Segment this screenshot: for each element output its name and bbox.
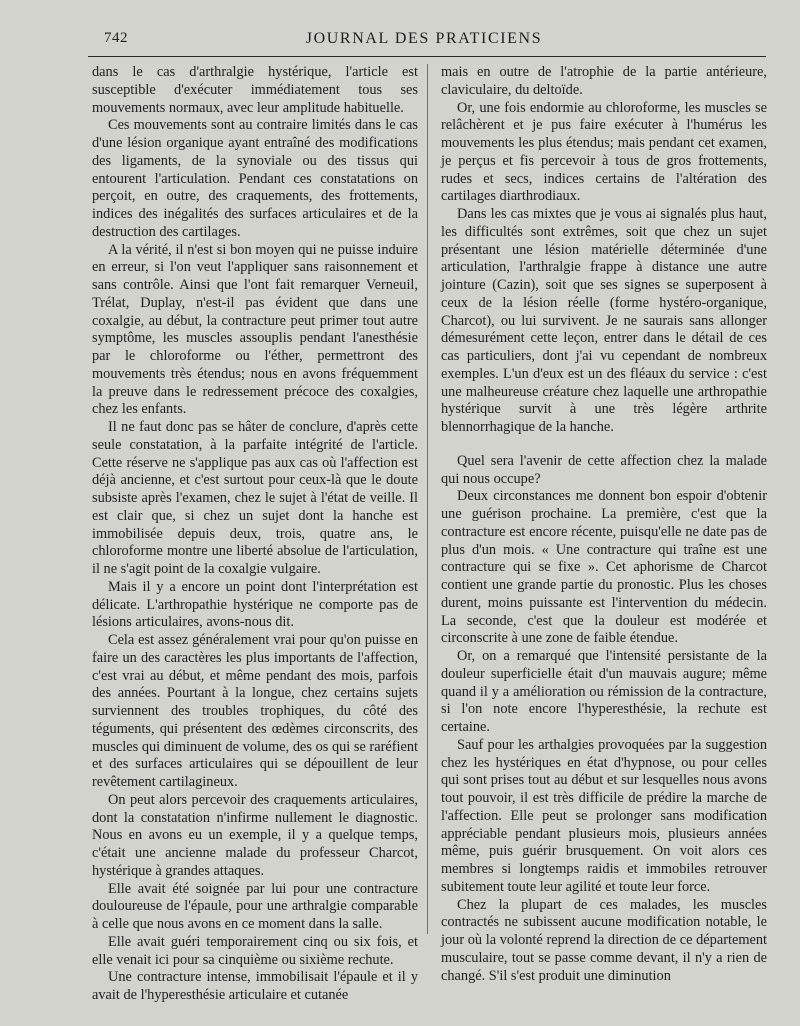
paragraph: Une contracture intense, immobilisait l'épaule et il y avait de l'hyperesthésie articulaire et cutanée	[92, 969, 418, 1003]
paragraph: Deux circonstances me donnent bon espoir d'obtenir une guérison prochaine. La première, c'est que la contracture est encore récente, puisqu'elle ne date pas de plus d'un mois. « Une contracture qui traîne est une contracture qui se fixe ». Cet aphorisme de Charcot contient une grande partie du pronostic. Plus les choses durent, moins puissante est l'intervention du médecin. La seconde, c'est que la douleur est modérée et circonscrite à une zone de faible étendue.	[441, 488, 767, 647]
page-header	[82, 30, 766, 52]
left-column	[92, 64, 418, 1005]
paragraph: Il ne faut donc pas se hâter de conclure, d'après cette seule constatation, à la parfaite intégrité de l'article. Cette réserve ne s'applique pas aux cas où l'affection est déjà ancienne, et c'est surtout pour ceux-là que le doute subsiste après l'examen, chez le sujet à l'état de veille. Il est clair que, si chez un sujet dont la hanche est immobilisée depuis deux, trois, quatre ans, le chloroforme montre une liberté absolue de l'articulation, il ne s'agit point de la coxalgie vulgaire.	[92, 419, 418, 577]
paragraph: Or, on a remarqué que l'intensité persistante de la douleur superficielle était d'un mauvais augure; même quand il y a amélioration ou rémission de la contracture, si l'on note encore l'hyperesthésie, la rechute est certaine.	[441, 648, 767, 735]
header-rule	[88, 56, 766, 57]
paragraph: A la vérité, il n'est si bon moyen qui ne puisse induire en erreur, si l'on veut l'appliquer sans raisonnement et sans contrôle. Ainsi que l'ont fait remarquer Verneuil, Trélat, Duplay, n'est-il pas évident que dans une coxalgie, au début, la contracture peut primer tout autre symptôme, les muscles assouplis pendant l'anesthésie par le chloroforme ou l'éther, permettront des mouvements très étendus; nous en avons fréquemment la preuve dans le redressement précoce des coxalgies, chez les enfants.	[92, 241, 418, 418]
paragraph: Mais il y a encore un point dont l'interprétation est délicate. L'arthropathie hystérique ne comporte pas de lésions articulaires, avons-nous dit.	[92, 578, 418, 631]
paragraph: Chez la plupart de ces malades, les muscles contractés ne subissent aucune modification notable, le jour où la volonté reprend la direction de ce département musculaire, tout se passe comme devant, il n'y a rien de changé. S'il s'est produit une diminution	[441, 896, 767, 984]
paragraph: Ces mouvements sont au contraire limités dans le cas d'une lésion organique ayant entraîné des modifications des ligaments, de la synoviale ou des tissus qui entourent l'articulation. Pendant ces constatations on perçoit, en outre, des craquements, des frottements, indices des inégalités des surfaces articulaires et de la destruction des cartilages.	[92, 117, 418, 240]
right-column	[441, 64, 767, 985]
paragraph: dans le cas d'arthralgie hystérique, l'article est susceptible d'exécuter immédiatement tous ses mouvements normaux, avec leur amplitude habituelle.	[92, 64, 418, 116]
paragraph: mais en outre de l'atrophie de la partie antérieure, claviculaire, du deltoïde.	[441, 64, 767, 98]
page-number: 742	[104, 30, 128, 46]
paragraph: On peut alors percevoir des craquements articulaires, dont la constatation n'infirme nullement le diagnostic. Nous en avons eu un exemple, il y a quelque temps, c'était une ancienne malade du professeur Charcot, hystérique à grandes attaques.	[92, 791, 418, 879]
paragraph: Elle avait été soignée par lui pour une contracture douloureuse de l'épaule, pour une arthralgie comparable à celle que nous avons en ce moment dans la salle.	[92, 880, 418, 932]
paragraph: Elle avait guéri temporairement cinq ou six fois, et elle venait ici pour sa cinquième ou sixième rechute.	[92, 933, 418, 968]
paragraph: Sauf pour les arthalgies provoquées par la suggestion chez les hystériques en état d'hypnose, ou pour celles qui sont prises tout au début et sur lesquelles nous avons tout pouvoir, il est très difficile de prédire la marche de l'affection. Elle peut se prolonger sans modification appréciable pendant plusieurs mois, plusieurs années même, puis guérir brusquement. On voit alors ces membres si longtemps raidis et immobiles retrouver subitement toute leur agilité et toute leur force.	[441, 736, 767, 895]
paragraph: Or, une fois endormie au chloroforme, les muscles se relâchèrent et je pus faire exécuter à l'humérus les mouvements les plus étendus; mais pendant cet examen, je perçus et fis percevoir à tous de gros frottements, rudes et secs, indices certains de l'altération des cartilages diarthrodiaux.	[441, 99, 767, 205]
paragraph: Quel sera l'avenir de cette affection chez la malade qui nous occupe?	[441, 452, 767, 487]
journal-title: JOURNAL DES PRATICIENS	[305, 30, 543, 47]
paragraph: Cela est assez généralement vrai pour qu'on puisse en faire un des caractères les plus importants de l'affection, c'est vrai au début, et même pendant des mois, parfois des années. Pourtant à la longue, chez certains sujets surviennent des troubles trophiques, du côté des téguments, qui présentent des œdèmes circonscrits, des muscles qui diminuent de volume, des os qui se raréfient et des surfaces articulaires qui se dépouillent de leur revêtement cartilagineux.	[92, 632, 418, 790]
paragraph: Dans les cas mixtes que je vous ai signalés plus haut, les difficultés sont extrêmes, soit que chez un sujet présentant une lésion matérielle déterminée d'une articulation, l'arthralgie frappe à distance une autre jointure (Cazin), soit que ses signes se superposent à ceux de la lésion réelle (forme hystéro-organique, Charcot), ou lui survivent. Je ne saurais sans allonger démesurément cette leçon, entrer dans le détail de ces cas particuliers, dont j'ai vu cependant de nombreux exemples. L'un d'eux est un des fléaux du service : c'est une malheureuse créature chez laquelle une arthropathie hystérique survit à une très légère arthrite blennorrhagique de la hanche.	[441, 206, 767, 435]
column-divider	[427, 64, 428, 934]
